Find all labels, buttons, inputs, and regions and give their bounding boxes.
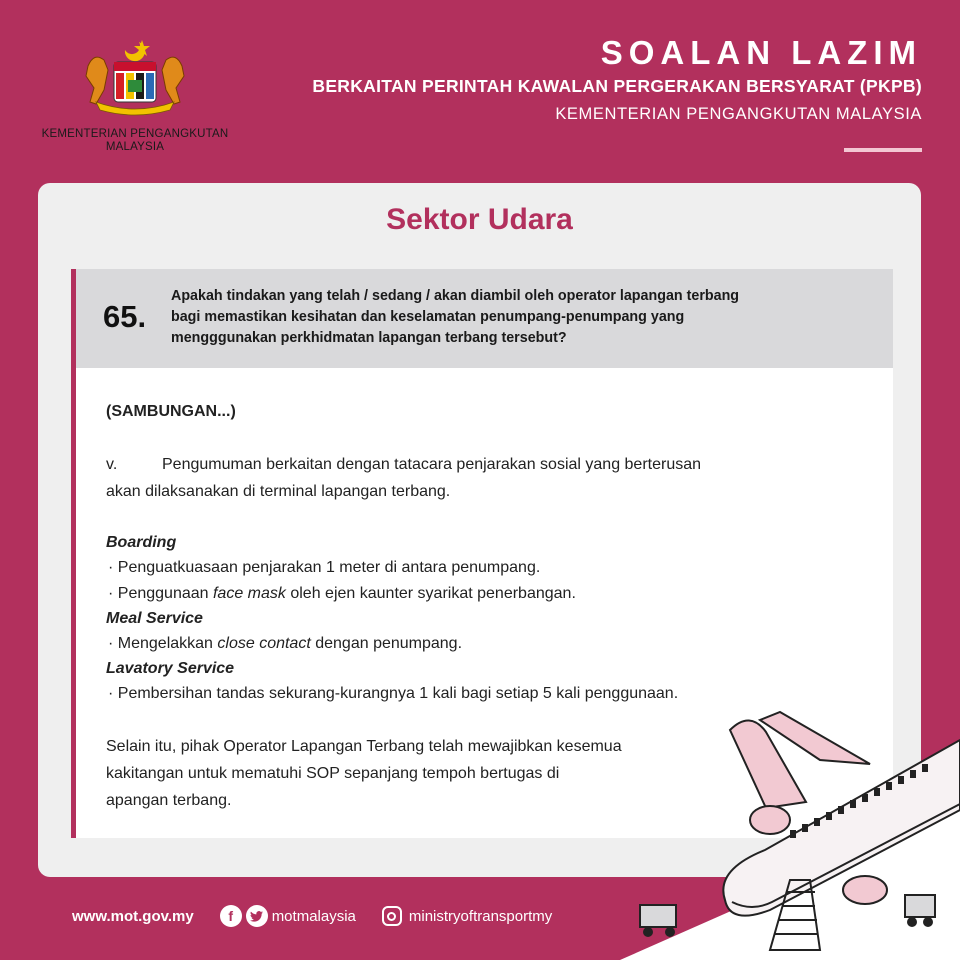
question-text <box>171 286 871 349</box>
page-subtitle: BERKAITAN PERINTAH KAWALAN PERGERAKAN BERSYARAT (PKPB) <box>312 76 922 96</box>
question-line: bagi memastikan kesihatan dan keselamatan penumpang-penumpang yang <box>171 309 685 325</box>
question-box <box>71 269 893 368</box>
item-text-line2: akan dilaksanakan di terminal lapangan terbang. <box>106 483 451 500</box>
boarding-heading: Boarding <box>106 534 177 551</box>
ministry-logo <box>30 36 240 154</box>
website-link[interactable]: www.mot.gov.my <box>72 907 194 925</box>
meal-service-heading: Meal Service <box>106 610 203 627</box>
meal-service-bullet: · Mengelakkan close contact dengan penumpang. <box>108 635 463 652</box>
question-number: 65. <box>103 299 147 334</box>
footer <box>72 905 552 927</box>
item-roman-numeral: v. <box>106 456 118 473</box>
closing-line: Selain itu, pihak Operator Lapangan Terbang telah mewajibkan kesemua <box>106 738 622 755</box>
facebook-icon[interactable]: f <box>220 905 242 927</box>
lavatory-service-bullet: · Pembersihan tandas sekurang-kurangnya 1 kali bagi setiap 5 kali penggunaan. <box>108 685 679 702</box>
sector-title: Sektor Udara <box>386 203 573 236</box>
facebook-twitter-handle[interactable]: motmalaysia <box>271 907 356 925</box>
boarding-bullet: · Penggunaan face mask oleh ejen kaunter syarikat penerbangan. <box>108 585 576 602</box>
boarding-bullet: · Penguatkuasaan penjarakan 1 meter di antara penumpang. <box>108 559 541 576</box>
closing-line: apangan terbang. <box>106 792 232 809</box>
continuation-label: (SAMBUNGAN...) <box>106 403 236 420</box>
instagram-icon[interactable] <box>382 906 402 926</box>
coat-of-arms-icon <box>80 36 190 118</box>
twitter-icon[interactable] <box>246 905 268 927</box>
logo-line1: KEMENTERIAN PENGANGKUTAN <box>41 128 229 140</box>
instagram-handle[interactable]: ministryoftransportmy <box>408 907 553 925</box>
page-header <box>312 34 922 124</box>
ministry-name: KEMENTERIAN PENGANGKUTAN MALAYSIA <box>555 105 922 123</box>
item-text-line1: Pengumuman berkaitan dengan tatacara penjarakan sosial yang berterusan <box>162 456 702 473</box>
logo-line2: MALAYSIA <box>105 141 165 153</box>
question-line: mengggunakan perkhidmatan lapangan terbang tersebut? <box>171 330 567 346</box>
airplane-illustration <box>620 680 960 960</box>
closing-line: kakitangan untuk mematuhi SOP sepanjang tempoh bertugas di <box>106 765 560 782</box>
page-title: SOALAN LAZIM <box>600 34 922 71</box>
lavatory-service-heading: Lavatory Service <box>106 660 235 677</box>
answer-item-v <box>106 451 856 505</box>
question-line: Apakah tindakan yang telah / sedang / akan diambil oleh operator lapangan terbang <box>171 288 740 304</box>
header-accent-rule <box>844 148 922 152</box>
